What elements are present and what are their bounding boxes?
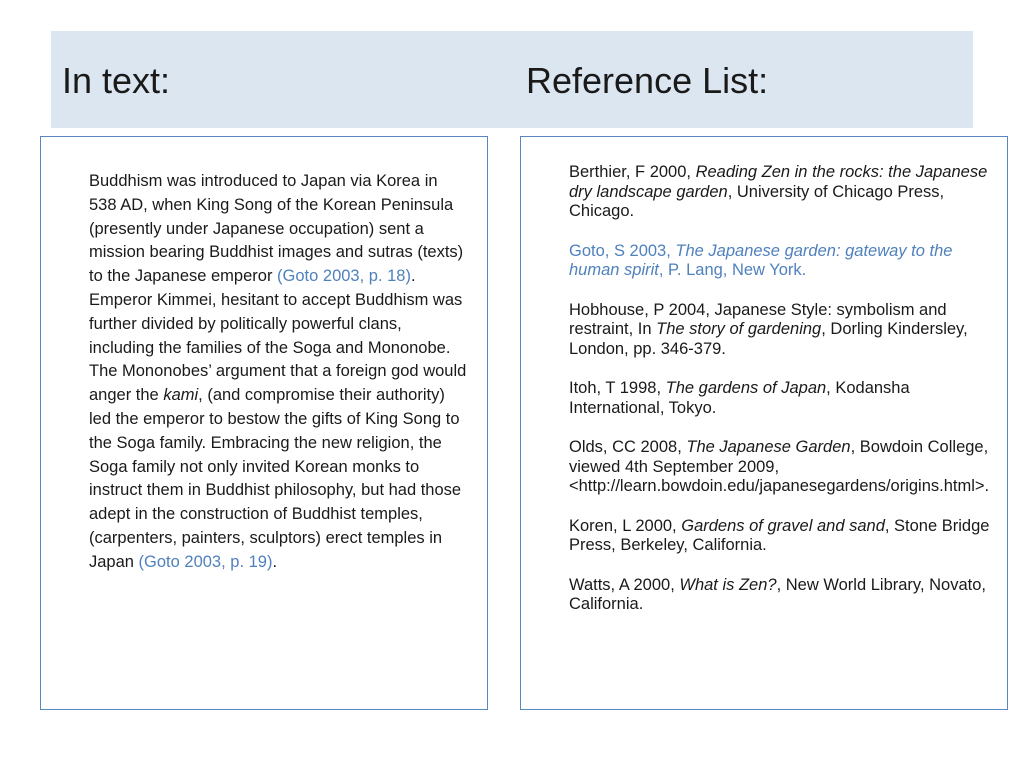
reference-author-year: Olds, CC 2008, bbox=[569, 438, 687, 456]
reference-title: The story of gardening bbox=[656, 320, 822, 338]
reference-publisher: , University of Chicago Press, Chicago. bbox=[569, 182, 945, 220]
reference-publisher: , Kodansha International, Tokyo. bbox=[569, 379, 910, 417]
reference-entry bbox=[569, 242, 997, 281]
reference-entry bbox=[569, 301, 997, 360]
reference-entry bbox=[569, 576, 997, 615]
reference-author-year: Koren, L 2000, bbox=[569, 516, 682, 535]
reference-publisher: , Dorling Kindersley, London, pp. 346-379. bbox=[569, 320, 968, 358]
paragraph-text: . Emperor Kimmei, hesitant to accept Buddhism was further divided by politically powerful clans, including the families of the Soga and Mononobe. The Mononobes’ argument that a foreign god would anger the bbox=[89, 267, 467, 405]
in-text-heading: In text: bbox=[62, 60, 171, 101]
reference-publisher: , Bowdoin College, viewed 4th September 2009, <http://learn.bowdoin.edu/japanesegardens/origins.html>. bbox=[569, 438, 990, 495]
paragraph-text: . bbox=[272, 552, 278, 571]
reference-publisher: , P. Lang, New York. bbox=[658, 261, 807, 279]
reference-author-year: Itoh, T 1998, bbox=[569, 379, 666, 397]
reference-list bbox=[569, 163, 997, 635]
reference-title: The Japanese garden: gateway to the human spirit bbox=[569, 241, 953, 279]
reference-title: What is Zen? bbox=[679, 575, 777, 594]
reference-author-year: Goto, S 2003, bbox=[569, 241, 676, 260]
in-text-citation: (Goto 2003, p. 19) bbox=[138, 552, 273, 571]
in-text-citation: (Goto 2003, p. 18) bbox=[277, 267, 411, 286]
reference-entry bbox=[569, 438, 997, 497]
italic-term: kami bbox=[163, 386, 199, 405]
reference-list-box bbox=[520, 136, 1008, 710]
reference-author-year: Berthier, F 2000, bbox=[569, 163, 696, 181]
paragraph-text: Buddhism was introduced to Japan via Korea in 538 AD, when King Song of the Korean Peninsula (presently under Japanese occupation) sent a mission bearing Buddhist images and sutras (texts) to the Japanese emperor bbox=[89, 172, 464, 286]
reference-title: Reading Zen in the rocks: the Japanese dry landscape garden bbox=[569, 163, 988, 201]
reference-entry bbox=[569, 163, 997, 222]
reference-publisher: , New World Library, Novato, California. bbox=[569, 575, 986, 613]
reference-entry bbox=[569, 379, 997, 418]
in-text-paragraph bbox=[89, 170, 469, 575]
slide-title-bar bbox=[51, 31, 973, 128]
in-text-box bbox=[40, 136, 488, 710]
paragraph-text: , (and compromise their authority) led the emperor to bestow the gifts of King Song to the Soga family. Embracing the new religion, the Soga family not only invited Korean monks to instruct them in Buddhist philosophy, but had those adept in the construction of Buddhist temples, (carpenters, painters, sculptors) erect temples in Japan bbox=[89, 386, 462, 571]
reference-publisher: , Stone Bridge Press, Berkeley, California. bbox=[569, 516, 990, 554]
reference-title: The Japanese Garden bbox=[686, 438, 851, 456]
reference-entry bbox=[569, 517, 997, 556]
reference-author-year: Hobhouse, P 2004, Japanese Style: symbolism and restraint, In bbox=[569, 300, 947, 338]
reference-author-year: Watts, A 2000, bbox=[569, 575, 680, 594]
reference-title: The gardens of Japan bbox=[665, 379, 827, 397]
reference-title: Gardens of gravel and sand bbox=[681, 516, 885, 535]
reference-list-heading: Reference List: bbox=[526, 60, 769, 101]
